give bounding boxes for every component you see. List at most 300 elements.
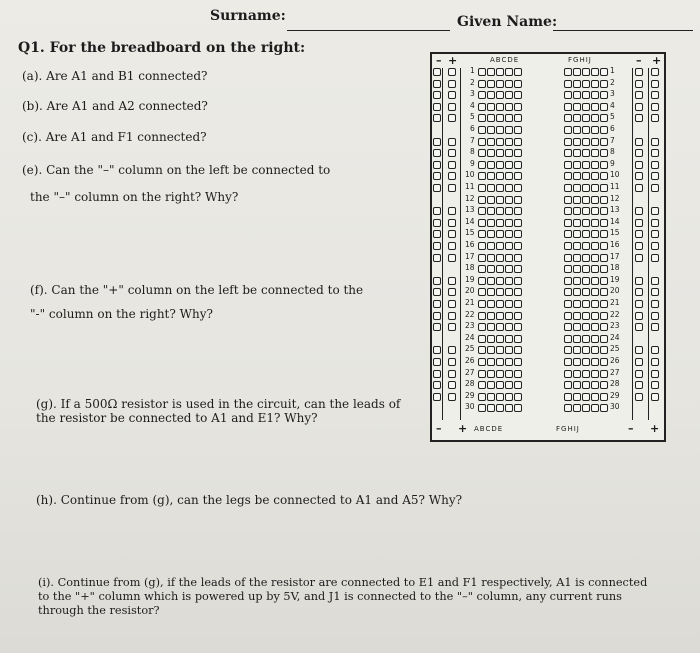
row-number-right: 24 [610, 332, 620, 342]
rail-hole-right-plus [651, 68, 659, 76]
hole-left [514, 91, 522, 99]
hole-right [582, 277, 590, 285]
hole-right [600, 138, 608, 146]
part-h: (h). Continue from (g), can the legs be connected to A1 and A5? Why? [36, 493, 463, 507]
hole-left [496, 207, 504, 215]
hole-left [478, 126, 486, 134]
hole-left [505, 370, 513, 378]
hole-right [582, 404, 590, 412]
part-f-line2: "-" column on the right? Why? [30, 307, 213, 321]
hole-left [496, 126, 504, 134]
rail-hole-right-minus [635, 358, 643, 366]
given-name-line [553, 30, 693, 31]
hole-right [582, 91, 590, 99]
rail-hole-right-plus [651, 149, 659, 157]
hole-left [505, 323, 513, 331]
hole-left [505, 393, 513, 401]
rail-hole-right-plus [651, 219, 659, 227]
hole-right [573, 230, 581, 238]
left-rail-divider [442, 68, 443, 420]
row-number-left: 10 [465, 170, 475, 180]
hole-right [564, 80, 572, 88]
rail-hole-left-plus [448, 346, 456, 354]
hole-right [564, 288, 572, 296]
hole-left [514, 207, 522, 215]
hole-right [564, 196, 572, 204]
part-b: (b). Are A1 and A2 connected? [22, 99, 208, 113]
hole-left [496, 346, 504, 354]
hole-left [496, 242, 504, 250]
question-title: Q1. For the breadboard on the right: [18, 40, 306, 56]
hole-right [564, 172, 572, 180]
hole-right [600, 80, 608, 88]
hole-left [496, 103, 504, 111]
hole-right [600, 393, 608, 401]
hole-left [478, 265, 486, 273]
hole-right [582, 80, 590, 88]
hole-right [600, 300, 608, 308]
rail-hole-right-minus [635, 323, 643, 331]
hole-right [573, 68, 581, 76]
rail-hole-right-plus [651, 138, 659, 146]
hole-right [591, 312, 599, 320]
hole-left [487, 300, 495, 308]
hole-left [505, 265, 513, 273]
hole-right [573, 196, 581, 204]
hole-left [487, 80, 495, 88]
hole-right [582, 196, 590, 204]
rail-hole-right-minus [635, 68, 643, 76]
hole-left [487, 138, 495, 146]
hole-left [487, 196, 495, 204]
hole-left [478, 103, 486, 111]
hole-left [505, 91, 513, 99]
hole-right [600, 370, 608, 378]
hole-right [582, 126, 590, 134]
row-number-left: 14 [465, 216, 475, 226]
hole-right [591, 254, 599, 262]
rail-hole-left-plus [448, 230, 456, 238]
row-number-left: 25 [465, 344, 475, 354]
rail-hole-left-minus [433, 242, 441, 250]
row-number-right: 19 [610, 274, 620, 284]
row-number-left: 1 [470, 66, 475, 75]
rail-hole-left-minus [433, 207, 441, 215]
hole-right [573, 265, 581, 273]
rail-hole-left-minus [433, 381, 441, 389]
hole-right [591, 242, 599, 250]
hole-right [591, 196, 599, 204]
hole-right [591, 219, 599, 227]
rail-hole-right-plus [651, 91, 659, 99]
hole-left [514, 161, 522, 169]
hole-right [600, 335, 608, 343]
hole-left [496, 288, 504, 296]
part-g-line1: (g). If a 500Ω resistor is used in the circuit, can the leads of [36, 397, 401, 411]
hole-right [564, 300, 572, 308]
rail-hole-left-minus [433, 358, 441, 366]
row-number-right: 26 [610, 356, 620, 365]
hole-left [487, 370, 495, 378]
hole-right [573, 172, 581, 180]
row-number-right: 10 [610, 170, 620, 180]
hole-left [478, 138, 486, 146]
rail-hole-left-plus [448, 312, 456, 320]
part-e-line1: (e). Can the "–" column on the left be connected to [22, 163, 331, 177]
hole-left [514, 242, 522, 250]
hole-right [582, 393, 590, 401]
row-number-left: 9 [470, 158, 475, 168]
hole-left [505, 68, 513, 76]
hole-right [573, 358, 581, 366]
hole-right [573, 103, 581, 111]
hole-right [582, 312, 590, 320]
row-number-right: 16 [610, 240, 620, 249]
hole-left [514, 103, 522, 111]
hole-left [505, 346, 513, 354]
rail-hole-left-minus [433, 138, 441, 146]
hole-right [591, 393, 599, 401]
hole-right [591, 277, 599, 285]
rail-hole-right-plus [651, 184, 659, 192]
hole-right [591, 126, 599, 134]
given-name-label: Given Name: [457, 14, 558, 30]
hole-left [505, 138, 513, 146]
rail-hole-right-plus [651, 242, 659, 250]
rail-hole-left-minus [433, 161, 441, 169]
hole-right [573, 323, 581, 331]
hole-right [573, 288, 581, 296]
top-right-plus: + [652, 54, 662, 67]
rail-hole-right-minus [635, 312, 643, 320]
hole-right [600, 184, 608, 192]
hole-right [573, 184, 581, 192]
row-number-right: 23 [610, 321, 620, 331]
hole-left [478, 68, 486, 76]
row-number-right: 2 [610, 77, 615, 87]
hole-left [505, 161, 513, 169]
hole-right [564, 358, 572, 366]
hole-right [591, 381, 599, 389]
hole-left [478, 393, 486, 401]
hole-left [496, 91, 504, 99]
hole-left [487, 219, 495, 227]
rail-hole-right-minus [635, 91, 643, 99]
rail-hole-right-plus [651, 207, 659, 215]
hole-right [573, 300, 581, 308]
hole-right [573, 277, 581, 285]
hole-left [505, 196, 513, 204]
hole-left [487, 161, 495, 169]
rail-hole-right-minus [635, 103, 643, 111]
hole-left [496, 161, 504, 169]
hole-left [496, 277, 504, 285]
hole-left [487, 404, 495, 412]
hole-left [478, 149, 486, 157]
rail-hole-left-minus [433, 323, 441, 331]
hole-right [564, 277, 572, 285]
hole-right [564, 312, 572, 320]
rail-hole-right-plus [651, 172, 659, 180]
hole-right [600, 91, 608, 99]
hole-right [591, 68, 599, 76]
top-left-column-letters: ABCDE [490, 56, 520, 64]
hole-right [564, 91, 572, 99]
rail-hole-left-plus [448, 254, 456, 262]
hole-left [505, 254, 513, 262]
hole-left [478, 184, 486, 192]
hole-left [505, 277, 513, 285]
hole-left [496, 300, 504, 308]
part-a: (a). Are A1 and B1 connected? [22, 69, 208, 83]
hole-left [487, 265, 495, 273]
hole-left [496, 404, 504, 412]
hole-left [514, 277, 522, 285]
hole-left [496, 138, 504, 146]
top-left-plus: + [448, 54, 458, 67]
hole-right [573, 370, 581, 378]
row-number-right: 11 [610, 182, 620, 191]
hole-right [591, 91, 599, 99]
bottom-left-minus: – [436, 422, 442, 435]
hole-left [505, 126, 513, 134]
hole-left [478, 335, 486, 343]
hole-left [487, 242, 495, 250]
hole-right [564, 219, 572, 227]
row-number-right: 18 [610, 263, 620, 273]
row-number-left: 13 [465, 205, 475, 215]
hole-right [591, 138, 599, 146]
row-number-right: 5 [610, 112, 615, 122]
hole-left [505, 242, 513, 250]
left-rail-edge [460, 68, 461, 420]
row-number-left: 11 [465, 182, 475, 191]
hole-right [591, 265, 599, 273]
row-number-left: 3 [470, 89, 475, 99]
rail-hole-right-minus [635, 230, 643, 238]
hole-right [600, 358, 608, 366]
rail-hole-left-plus [448, 300, 456, 308]
hole-left [514, 381, 522, 389]
hole-left [487, 381, 495, 389]
row-number-right: 27 [610, 367, 620, 377]
hole-left [514, 114, 522, 122]
hole-left [496, 196, 504, 204]
rail-hole-right-minus [635, 393, 643, 401]
hole-right [600, 254, 608, 262]
hole-left [478, 196, 486, 204]
hole-left [514, 265, 522, 273]
bottom-right-plus: + [650, 422, 660, 435]
row-number-left: 22 [465, 309, 475, 319]
rail-hole-left-plus [448, 277, 456, 285]
hole-right [582, 346, 590, 354]
hole-left [505, 149, 513, 157]
hole-left [487, 103, 495, 111]
hole-right [591, 114, 599, 122]
hole-left [478, 230, 486, 238]
hole-right [582, 230, 590, 238]
rail-hole-left-minus [433, 149, 441, 157]
row-number-right: 7 [610, 135, 615, 145]
hole-left [505, 288, 513, 296]
hole-right [600, 196, 608, 204]
rail-hole-right-minus [635, 300, 643, 308]
rail-hole-left-minus [433, 80, 441, 88]
part-i-line2: to the "+" column which is powered up by 5V, and J1 is connected to the "–" column, any current runs [38, 590, 622, 603]
rail-hole-left-minus [433, 68, 441, 76]
hole-right [591, 404, 599, 412]
hole-right [600, 323, 608, 331]
hole-right [591, 323, 599, 331]
hole-left [478, 219, 486, 227]
rail-hole-right-minus [635, 114, 643, 122]
hole-left [496, 393, 504, 401]
rail-hole-left-minus [433, 230, 441, 238]
hole-left [496, 80, 504, 88]
hole-left [487, 91, 495, 99]
hole-right [582, 358, 590, 366]
hole-right [573, 219, 581, 227]
row-number-left: 4 [470, 100, 475, 110]
row-number-left: 8 [470, 147, 475, 157]
hole-right [564, 335, 572, 343]
hole-left [496, 358, 504, 366]
rail-hole-left-plus [448, 103, 456, 111]
hole-right [582, 138, 590, 146]
row-number-left: 28 [465, 379, 475, 389]
rail-hole-left-minus [433, 219, 441, 227]
bottom-left-column-letters: ABCDE [474, 425, 504, 433]
rail-hole-right-plus [651, 323, 659, 331]
hole-left [505, 207, 513, 215]
hole-left [514, 300, 522, 308]
hole-right [573, 393, 581, 401]
hole-right [591, 80, 599, 88]
rail-hole-right-plus [651, 254, 659, 262]
rail-hole-right-plus [651, 80, 659, 88]
rail-hole-left-plus [448, 381, 456, 389]
hole-left [496, 381, 504, 389]
row-number-right: 4 [610, 100, 615, 110]
row-number-left: 17 [465, 251, 475, 261]
rail-hole-right-plus [651, 277, 659, 285]
surname-line [287, 30, 450, 31]
row-number-right: 21 [610, 298, 620, 307]
part-f-line1: (f). Can the "+" column on the left be connected to the [30, 283, 364, 297]
rail-hole-right-plus [651, 381, 659, 389]
row-number-left: 23 [465, 321, 475, 331]
hole-right [564, 370, 572, 378]
row-number-right: 15 [610, 228, 620, 238]
hole-left [487, 393, 495, 401]
hole-right [573, 404, 581, 412]
hole-right [582, 219, 590, 227]
rail-hole-left-plus [448, 219, 456, 227]
rail-hole-right-minus [635, 254, 643, 262]
rail-hole-left-plus [448, 184, 456, 192]
hole-right [564, 114, 572, 122]
rail-hole-right-minus [635, 184, 643, 192]
hole-left [505, 404, 513, 412]
hole-left [487, 358, 495, 366]
row-number-right: 22 [610, 309, 620, 319]
hole-right [591, 207, 599, 215]
hole-left [514, 138, 522, 146]
rail-hole-right-minus [635, 219, 643, 227]
rail-hole-right-minus [635, 346, 643, 354]
row-number-right: 12 [610, 193, 620, 203]
hole-right [591, 230, 599, 238]
hole-left [487, 114, 495, 122]
hole-left [505, 230, 513, 238]
hole-right [600, 346, 608, 354]
rail-hole-left-minus [433, 393, 441, 401]
hole-right [573, 161, 581, 169]
hole-left [487, 172, 495, 180]
hole-left [496, 149, 504, 157]
hole-left [478, 91, 486, 99]
hole-left [478, 381, 486, 389]
row-number-left: 18 [465, 263, 475, 273]
hole-left [478, 358, 486, 366]
hole-left [505, 114, 513, 122]
hole-right [600, 242, 608, 250]
hole-right [564, 126, 572, 134]
rail-hole-right-plus [651, 300, 659, 308]
hole-left [505, 300, 513, 308]
top-left-minus: – [436, 54, 442, 67]
hole-right [600, 277, 608, 285]
hole-left [496, 312, 504, 320]
hole-left [487, 230, 495, 238]
hole-left [478, 288, 486, 296]
hole-left [514, 68, 522, 76]
hole-left [514, 126, 522, 134]
hole-right [564, 207, 572, 215]
rail-hole-right-minus [635, 138, 643, 146]
hole-right [600, 404, 608, 412]
rail-hole-left-plus [448, 161, 456, 169]
hole-right [582, 207, 590, 215]
hole-left [478, 242, 486, 250]
rail-hole-right-minus [635, 370, 643, 378]
hole-right [573, 381, 581, 389]
part-c: (c). Are A1 and F1 connected? [22, 130, 207, 144]
row-number-right: 1 [610, 66, 615, 75]
rail-hole-left-minus [433, 114, 441, 122]
rail-hole-left-plus [448, 138, 456, 146]
hole-left [478, 404, 486, 412]
hole-right [582, 103, 590, 111]
rail-hole-left-plus [448, 172, 456, 180]
hole-left [514, 393, 522, 401]
hole-right [582, 370, 590, 378]
hole-right [564, 230, 572, 238]
bottom-right-column-letters: FGHIJ [556, 425, 580, 433]
rail-hole-right-plus [651, 370, 659, 378]
hole-left [505, 381, 513, 389]
rail-hole-right-plus [651, 103, 659, 111]
rail-hole-right-plus [651, 358, 659, 366]
hole-left [505, 184, 513, 192]
hole-left [496, 254, 504, 262]
hole-right [582, 323, 590, 331]
hole-right [591, 370, 599, 378]
rail-hole-left-minus [433, 254, 441, 262]
row-number-right: 20 [610, 286, 620, 296]
row-number-left: 30 [465, 402, 475, 412]
